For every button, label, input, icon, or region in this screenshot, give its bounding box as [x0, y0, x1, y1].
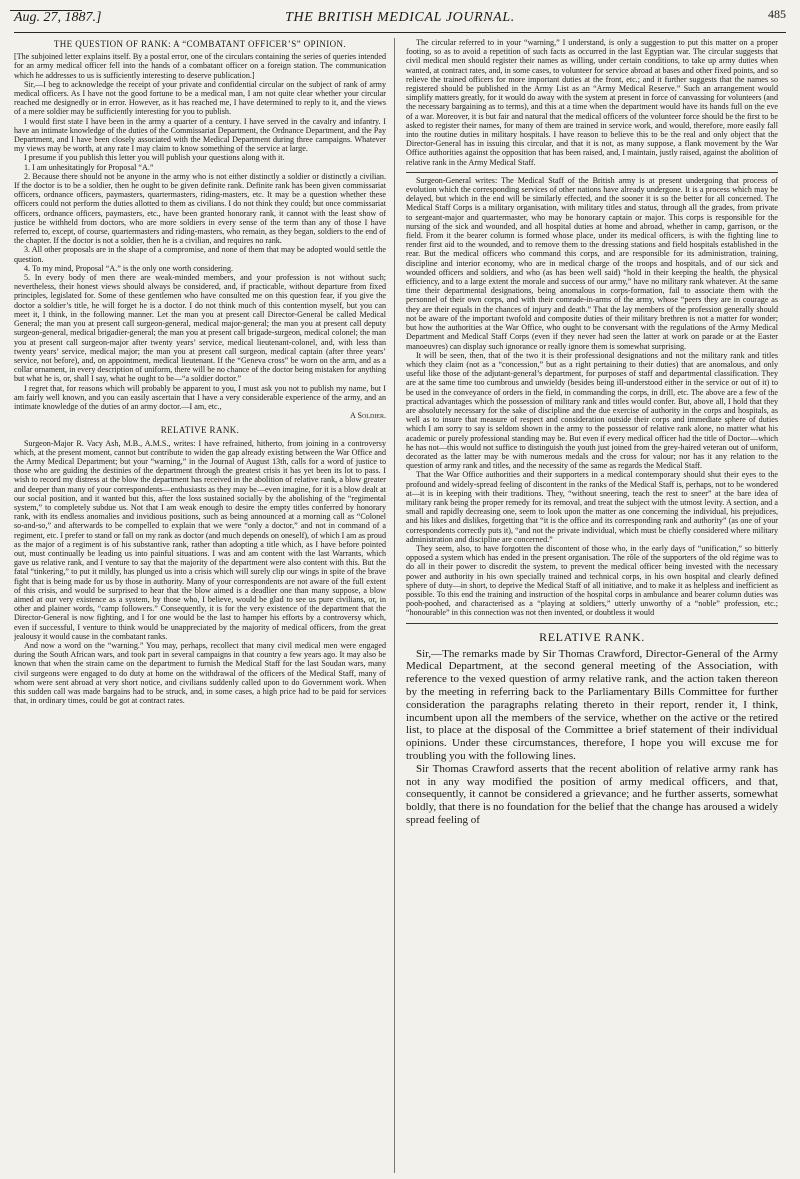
paragraph: It will be seen, then, that of the two it is their professional designations and not the military rank and titles which they claim (not as a “concession,” but as a right pertaining to their duties) that are anomalous, and only useful like those of the adjutant-general’s department, for purposes of staff and departmental classification. They are at the same time too cumbrous and unwieldy (besides being ill-understood either in the service or out of it) to be used in the conveyance of orders in the field, in commanding the corps, in drill, etc. The above are a few of the practical advantages which the possession of military rank and titles would confer. But, above all, I hold that they are absolutely necessary for the sake of discipline and the due exercise of authority in the corps and hospitals, as well as to insure that measure of respect and consideration outside their corps and immediate sphere of duties which I am sorry to say is seldom shown in the army to the possessor of relative rank alone, no matter what his academic or purely professional standing may be. But even if every medical officer had the title of Doctor—which he has not—this would not suffice to distinguish the youth just joined from the grey-haired veteran out of uniform, decorated as the latter may be with numerous medals and the cross for valour; nor has it any relation to the question of army rank and titles, and the necessity of the same as regards the Medical Staff. [406, 350, 778, 471]
page-number: 485 [768, 7, 786, 21]
section-heading: RELATIVE RANK. [539, 629, 645, 644]
paragraph: I regret that, for reasons which will probably be apparent to you, I must ask you not to publish my name, but I am fairly well known, and you can easily ascertain that I have a very considerable experience of the army, and an intimate knowledge of the duties of an army doctor.—I am, etc., [14, 383, 386, 411]
separator [406, 172, 778, 173]
paragraph: 4. To my mind, Proposal “A.” is the only one worth considering. [24, 263, 234, 273]
section-heading: RELATIVE RANK. [160, 425, 240, 436]
paragraph: Surgeon-Major R. Vacy Ash, M.B., A.M.S., writes: I have refrained, hitherto, from joining in a controversy which, at the present moment, cannot but contribute to widen the gap already existing between the War Office and the Army Medical Department; but your “warning,” in the Journal of August 13th, calls for a word of justice to those who are guiding the destinies of the department through the greatest crisis it has yet been its lot to pass. I wish to record my distress at the blow the department has received in the abolition of relative rank, a blow greater and deeper than many of your correspondents—enthusiasts as they may be—even imagine, for it is a blow dealt at our social position, and it wanted but this, after the loss sustained socially by the abolishing of the “regimental system,” to completely subdue us. Not that I am weak enough to desire the empty titles conferred by honorary rank, with its endless anomalies and invidious positions, such as being announced at a morning call as “Colonel so-and-so,” and afterwards to be compelled to explain that we were “only a doctor,” and not in command of a regiment, etc. I prefer to stand or fall on my rank as doctor (and much depends on oneself), of which I am as proud as the major of a regiment is of his substantive rank, rather than adopting a title which, as I have before pointed out, must continually be leading us into painful situations. I was and am content with the last Warrants, which gave us relative rank, and I venture to say that the majority of the department were also content with this. But the fatal “tinkering,” to put it mildly, has plunged us into a crisis which will surely clip our wings in spite of the brave fight that is being made for us by those in authority. Many of your correspondents are not aware of the full extent of this crisis, and would be surprised to hear that the blow aimed is a deadlier one than many suppose, a blow aimed at our very existence as a system, by those who, I believe, would be glad to see us pure civilians, or, in other and plainer words, “camp followers.” Consequently, it is for the very existence of the department that the Director-General is now fighting, and I for one would be the last to hamper his efforts by a controversy which, even if successful, I venture to think would be unappreciated by the majority of medical officers, from the great jealousy it would cause in the combatant ranks. [14, 438, 386, 641]
paragraph: That the War Office authorities and their supporters in a medical contemporary should shut their eyes to the profound and widely-spread feeling of discontent in the ranks of the Medical Staff is, perhaps, not to be wondered at—it is in keeping with their traditions. They, “without sneering, teach the rest to sneer” at the bare idea of military rank being the proper remedy for its removal, and treat the subject with the utmost levity. A section, and a small and rapidly decreasing one, seem to look upon the matter as one concerning the individual, his prejudices, and his likes and dislikes, forgetting that “it is the office and its corresponding rank and authority” (as one of your correspondents correctly puts it), “and not the private individual, which must be chiefly considered where military administration and discipline are concerned.” [406, 470, 778, 544]
running-header [14, 6, 786, 33]
paragraph: The circular referred to in your “warning,” I understand, is only a suggestion to put this matter on a proper footing, so as to avoid a repetition of such facts as occurred in the last Egyptian war. The circular suggests that civil medical men should register their names as willing, under certain conditions, to take up army duties when wanted, at contract rates, and, in some cases, to volunteer for service abroad at bases and other fixed points, and so relieve the trained officers for more important duties at the front, etc.; and it further suggests that the names so registered should be published in the Army List as an “Army Medical Reserve.” Such an arrangement would simplify matters greatly, for it would do away with the system at present in force of canvassing for volunteers (and the necessary bargaining as to terms), and this at a time when the department would have its hands full on the eve of a war. Moreover, it is but fair and natural that the medical officers of the volunteer force should be the first to be asked to register their names, for many of them are trained in service work, and would, therefore, more easily fall into the routine duties in military hospitals. I have reason to believe this to be the real and only object that the Director-General has in issuing this circular, and that it is not, as many suppose, a flank movement by the War Office authorities against the opposition that has been raised, and, I maintain, justly raised, against the abolition of relative rank in the Army Medical Staff. [406, 38, 778, 167]
paragraph: Sir,—I beg to acknowledge the receipt of your private and confidential circular on the subject of rank of army medical officers. As I have not the good fortune to be a medical man, I am not quite clear whether your circular reached me designedly or in error. However, as it has reached me, I have determined to reply to it, and the views of a mere soldier may be sufficiently interesting for you to publish. [14, 79, 386, 117]
paragraph: Sir Thomas Crawford asserts that the recent abolition of relative army rank has not in any way modified the position of army medical officers, and that, consequently, it cannot be considered a grievance; and he further asserts, somewhat boldly, that there is no foundation for the belief that the change has aroused a widely spread feeling of [406, 762, 778, 826]
paragraph: I presume if you publish this letter you will publish your questions along with it. [24, 153, 285, 163]
editor-note: [The subjoined letter explains itself. By a postal error, one of the circulars containing the series of queries intended for an army medical officer fell into the hands of a combatant officer on a foreign station. The communication which he addresses to us is sufficiently interesting to deserve publication.] [14, 52, 386, 80]
paragraph: And now a word on the “warning.” You may, perhaps, recollect that many civil medical men were engaged during the South African wars, and took part in several campaigns in that country a few years ago. It may also be known that when the strain came on the department to furnish the Medical Staff for the last Soudan wars, many civil surgeons were engaged to do duty at home on the withdrawal of the officers of the Medical Staff, many of whom were sent abroad at very short notice, and civilians suddenly called upon to do Government work. When this sudden call was made bargains had to be struck, and, in some cases, a high price had to be paid for services that, in ordinary times, could be got at contract rates. [14, 641, 386, 706]
left-column [14, 38, 386, 1173]
paragraph: They seem, also, to have forgotten the discontent of those who, in the early days of “unification,” so bitterly opposed a system which has ended in the present organisation. The rôle of the supporters of the old régime was to do all in their power to discredit the system, to prevent the medical officer being invested with the necessary power and authority in his own specially trained and technical corps, in his own hospital and clearly defined sphere of duty—in short, to deprive the Medical Staff of all initiative, and to make it as helpless and inefficient as possible. To this end the training and instruction of the hospital corps in ambulance and bearer column duties was pooh-poohed, and characterised as a “playing at soldiers,” utterly unworthy of a “noble” profession, etc.; “honourable” in this connection was not then invented, or doubtless it would [406, 543, 778, 618]
paragraph: 2. Because there should not be anyone in the army who is not either distinctly a soldier or distinctly a civilian. If the doctor is to be a soldier, then he ought to be given definite rank. Definite rank has been given commissariat officers, ordnance officers, paymasters, quartermasters, riding-masters, etc. It may be a question whether these officers could not perform the duties allotted to them as civilians. I do not think they could; but once commissariat officers, ordnance officers, paymasters, etc., have been granted honorary rank, it cannot with the least show of justice be withheld from doctors, who are more soldiers in every sense of the term than any of those I have referred to, except, of course, quartermasters and riding-masters, who remain, as they began, soldiers to the end of the chapter. If the doctor is not a soldier, then he is a civilian, and requires no rank. [14, 171, 386, 246]
signature: A Soldier. [350, 411, 386, 421]
separator [406, 623, 778, 624]
paragraph: I would first state I have been in the army a quarter of a century. I have served in the cavalry and infantry. I have an intimate knowledge of the duties of the Commissariat Department, the Ordnance Department, and the Pay Department, and I have been closely associated with the Medical Department during three campaigns. Whatever my views may be worth, at any rate I may claim to know something of the service at large. [14, 116, 386, 154]
letter-title: THE QUESTION OF RANK: A “COMBATANT OFFICER’S” OPINION. [53, 39, 347, 49]
paragraph: 1. I am unhesitatingly for Proposal “A.” [24, 162, 154, 172]
paragraph: Sir,—The remarks made by Sir Thomas Crawford, Director-General of the Army Medical Department, at the second general meeting of the Association, with reference to the vexed question of army relative rank, and the action taken thereon by the meeting in referring back to the Parliamentary Bills Committee for further consideration the paragraphs relating thereto in their report, render it, I think, incumbent upon all the members of the service, whether on the active or the retired list, to place at the disposal of the Committee a brief statement of their individual opinions. Under these circumstances, therefore, I hope you will excuse me for troubling you with the following lines. [406, 647, 778, 762]
journal-title: THE BRITISH MEDICAL JOURNAL. [285, 10, 515, 25]
column-divider [394, 38, 395, 1173]
paragraph: 3. All other proposals are in the shape of a compromise, and none of them that may be adopted would settle the question. [14, 245, 386, 264]
right-column [406, 38, 778, 1173]
issue-date: Aug. 27, 1887.] [14, 10, 102, 25]
paragraph: 5. In every body of men there are weak-minded members, and your profession is not without such; nevertheless, their honest views should always be considered, and, if practicable, without departure from fixed principles, legislated for. Some of these gentlemen who have consulted me on this question fear, if you give the doctor a soldier’s title, he will forget he is a doctor. I do not think much of this contention myself, but you can meet it, I think, in the following manner. Let the man you at present call Director-General be called Medical General; the man you at present call surgeon-general, medical major-general; the man you at present call deputy surgeon-general, medical brigadier-general; the man you at present call brigade-surgeon, medical colonel; the man you at present call surgeon-major after twenty years’ service, medical lieutenant-colonel, and, with less than twenty years’ service, medical major; the man you at present call surgeon, medical captain (after three years’ service, not before), and, on appointment, medical lieutenant. If the “Geneva cross” be worn on the arm, and as a collar ornament, in every description of uniform, there will be no chance of the doctor being mistaken for anything but what he is, or, shall I say, what he ought to be—“a soldier doctor.” [14, 273, 386, 384]
paragraph: Surgeon-General writes: The Medical Staff of the British army is at present undergoing that process of evolution which the corresponding services of other nations have already undergone. It is a process which may be delayed, but which in the end will be similarly effected, and the sooner it is so the better for all concerned. The Medical Staff Corps is a military organisation, with military titles and status, through all the grades, from private to sergeant-major and quartermaster, who may be honorary captain or major. This corps is responsible for the nursing of the sick and wounded, and all hospital duties at home and abroad, whether in camp, garrison, or the field. From it the bearer column is formed whose place, under its medical officers, is with the fighting line to render first aid to the wounded, and to remove them to the dressing stations and field hospitals established in the rear. But the medical officers who command this corps, and are responsible for its administration, training, discipline and interior economy, who are in medical charge of the troops and hospitals, and of our sick and wounded officers and soldiers, and who (as has been well said) “hold in their keeping the health, the physical efficiency, and to a large extent the morale and success of our army,” have no military rank whatever. At the same time their departmental designations, being anomalous in corps-formation, fail to associate them with the personnel of their own corps, and with their comrade-in-arms of the army, whose “peers they are in courage as they are their equals in the chances of injury and death.” That the lay members of the profession generally should not be aware of the important twofold and composite duties of their military brethren is not a matter for wonder; but how the authorities at the War Office, who ought to be conversant with the regulations of the Army Medical Department and Medical Staff Corps (even if they never had seen the latter at work on parade or at the Easter manoeuvres) can display such ignorance or really ignore them is somewhat surprising. [406, 175, 778, 351]
